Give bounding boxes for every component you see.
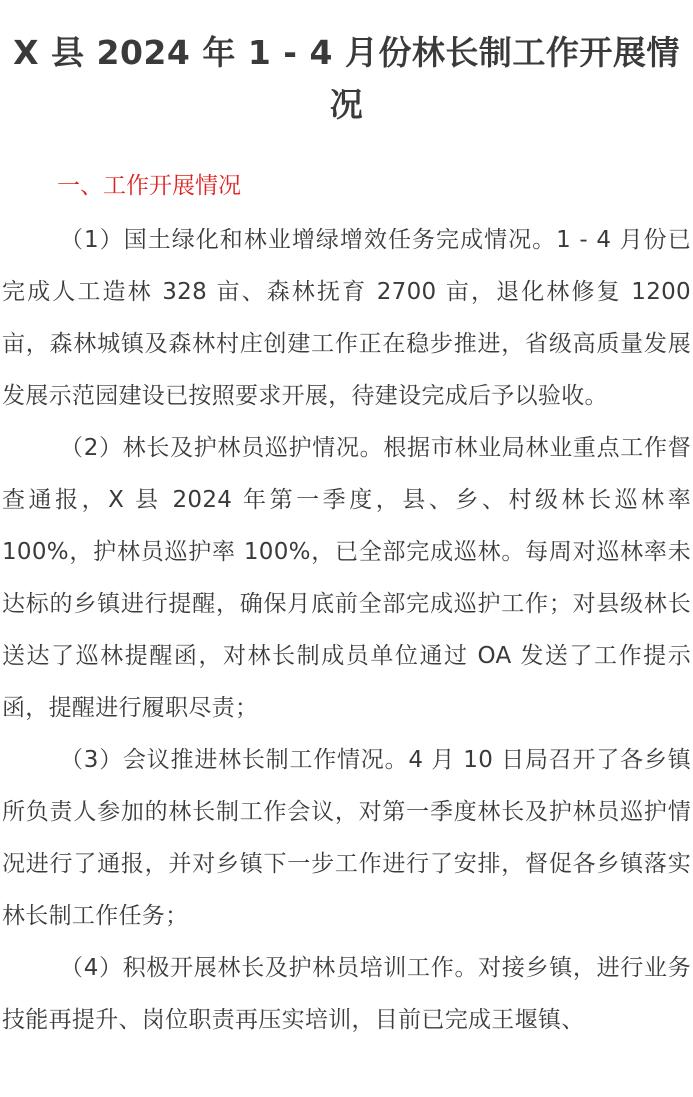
document-title: X 县 2024 年 1 - 4 月份林长制工作开展情况 <box>13 33 680 124</box>
paragraph-training: （4）积极开展林长及护林员培训工作。对接乡镇，进行业务技能再提升、岗位职责再压实培训，目前已完成王堰镇、 <box>2 955 691 1033</box>
paragraph-patrol: （2）林长及护林员巡护情况。根据市林业局林业重点工作督查通报，X 县 2024 年第一季度，县、乡、村级林长巡林率 100%，护林员巡护率 100%，已全部完成巡林。每周对巡林率未达标的乡镇进行提醒，确保月底前全部完成巡护工作；对县级林长送达了巡林提醒函，对林长制成员单位通过 OA 发送了工作提示函，提醒进行履职尽责； <box>2 435 691 721</box>
paragraph-afforestation: （1）国土绿化和林业增绿增效任务完成情况。1 - 4 月份已完成人工造林 328 亩、森林抚育 2700 亩，退化林修复 1200 亩，森林城镇及森林村庄创建工作正在稳步推进，省级高质量发展发展示范园建设已按照要求开展，待建设完成后予以验收。 <box>2 227 691 409</box>
paragraph-meeting: （3）会议推进林长制工作情况。4 月 10 日局召开了各乡镇所负责人参加的林长制工作会议，对第一季度林长及护林员巡护情况进行了通报，并对乡镇下一步工作进行了安排，督促各乡镇落实林长制工作任务； <box>2 747 691 929</box>
section-heading: 一、工作开展情况 <box>57 173 241 199</box>
